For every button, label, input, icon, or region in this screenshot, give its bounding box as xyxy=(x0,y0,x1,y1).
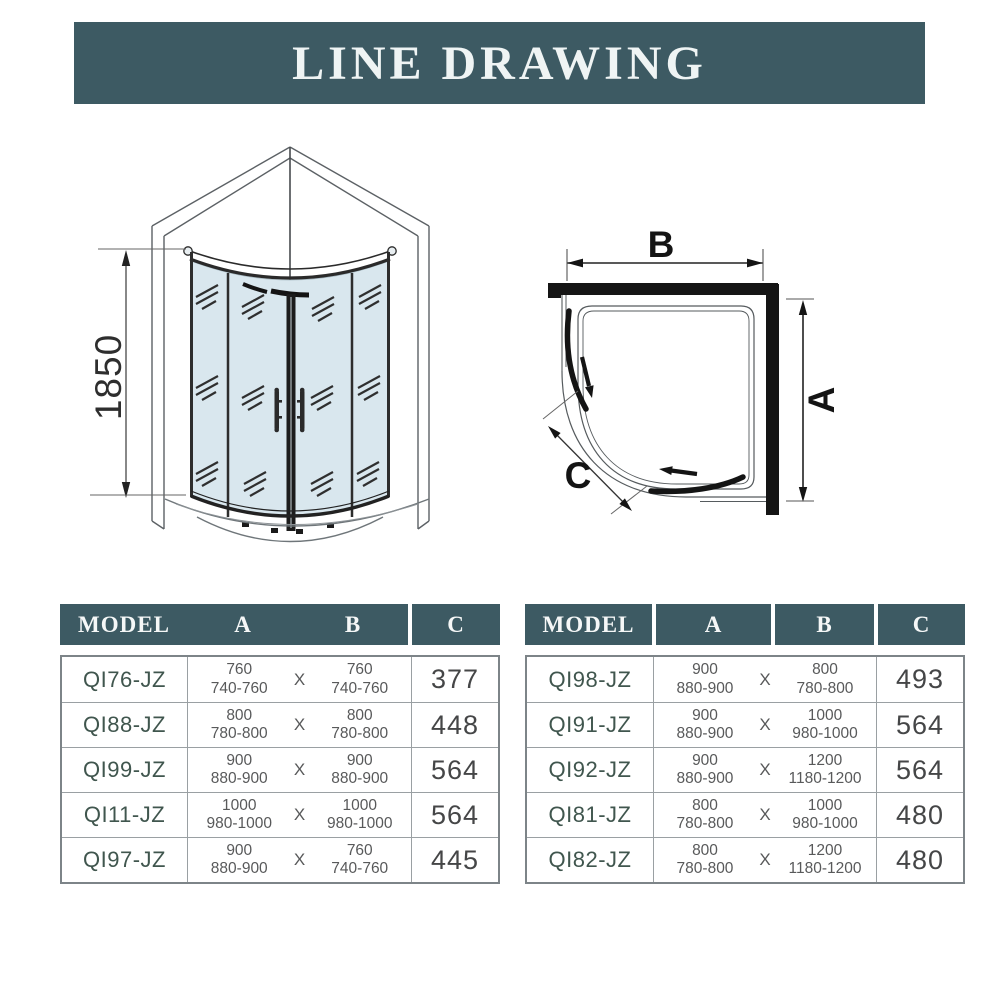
header-a: A xyxy=(188,604,298,645)
dimension-c-cell: 564 xyxy=(895,709,945,740)
depth-dimension xyxy=(786,299,842,502)
table-header-row xyxy=(60,604,500,645)
height-dimension xyxy=(88,249,186,498)
header-c: C xyxy=(412,604,500,645)
table-row xyxy=(527,702,963,747)
dimension-a-value xyxy=(660,661,750,698)
a-nominal: 760 xyxy=(226,661,253,679)
spec-table-left xyxy=(60,604,500,884)
table-row xyxy=(527,837,963,882)
a-nominal: 900 xyxy=(692,661,718,679)
table-row xyxy=(62,792,498,837)
header-model: MODEL xyxy=(60,604,188,645)
b-range: 780-800 xyxy=(796,679,854,697)
table-row xyxy=(62,837,498,882)
dimension-a-value xyxy=(660,797,750,834)
dimension-ab-cell xyxy=(654,657,877,702)
dimension-a-value xyxy=(660,707,750,744)
b-nominal: 1000 xyxy=(342,796,377,814)
dimension-c-cell: 480 xyxy=(895,799,945,830)
a-nominal: 800 xyxy=(226,706,253,724)
b-range: 980-1000 xyxy=(326,815,393,832)
b-nominal: 800 xyxy=(346,706,373,724)
dimension-b-value xyxy=(780,661,870,698)
dimension-b-value xyxy=(315,707,406,744)
table-row xyxy=(62,702,498,747)
top-view-drawing xyxy=(520,200,960,540)
dimension-c-cell: 564 xyxy=(430,799,480,830)
table-row xyxy=(527,792,963,837)
model-cell: QI11-JZ xyxy=(62,793,188,837)
dimension-ab-cell xyxy=(188,657,412,702)
model-cell: QI91-JZ xyxy=(527,703,654,747)
b-range: 880-900 xyxy=(331,770,389,787)
dimension-ab-cell xyxy=(188,838,412,882)
multiply-symbol: X xyxy=(759,805,771,824)
header-c: C xyxy=(878,604,965,645)
table-row xyxy=(527,747,963,792)
model-cell: QI82-JZ xyxy=(527,838,654,882)
dimension-b-value xyxy=(780,752,870,789)
b-range: 780-800 xyxy=(331,725,389,742)
dimension-ab-cell xyxy=(654,748,877,792)
b-nominal: 1000 xyxy=(807,796,843,814)
table-body xyxy=(525,655,965,884)
model-cell: QI76-JZ xyxy=(62,657,188,702)
dimension-ab-cell xyxy=(654,703,877,747)
dimension-b-value xyxy=(315,752,406,789)
dimension-a-value xyxy=(194,842,285,879)
header-b: B xyxy=(298,604,408,645)
a-range: 880-900 xyxy=(210,860,268,877)
a-nominal: 900 xyxy=(226,751,253,769)
dimension-ab-cell xyxy=(654,793,877,837)
a-nominal: 900 xyxy=(692,751,718,769)
dimension-a-value xyxy=(194,752,285,789)
b-range: 980-1000 xyxy=(792,815,858,832)
width-dimension-label: B xyxy=(647,224,675,265)
dimension-ab-cell xyxy=(188,748,412,792)
dimension-a-value xyxy=(660,752,750,789)
dimension-b-value xyxy=(780,797,870,834)
a-range: 880-900 xyxy=(676,725,734,742)
model-cell: QI88-JZ xyxy=(62,703,188,747)
b-range: 1180-1200 xyxy=(788,860,862,877)
dimension-a-value xyxy=(194,707,285,744)
b-range: 1180-1200 xyxy=(788,770,862,787)
a-nominal: 900 xyxy=(226,841,253,859)
a-nominal: 1000 xyxy=(222,796,257,814)
dimension-b-value xyxy=(315,661,406,698)
multiply-symbol: X xyxy=(293,760,306,779)
dimension-c-cell: 480 xyxy=(895,844,945,875)
a-range: 880-900 xyxy=(676,770,734,787)
spec-table-right xyxy=(525,604,965,884)
dimension-c-cell: 445 xyxy=(430,844,480,875)
model-cell: QI92-JZ xyxy=(527,748,654,792)
table-header-row xyxy=(525,604,965,645)
dimension-c-cell: 564 xyxy=(895,754,945,785)
depth-dimension-label: A xyxy=(801,386,842,414)
header-a: A xyxy=(656,604,771,645)
table-body xyxy=(60,655,500,884)
multiply-symbol: X xyxy=(759,850,771,869)
dimension-ab-cell xyxy=(188,703,412,747)
a-range: 880-900 xyxy=(210,770,268,787)
dimension-ab-cell xyxy=(188,793,412,837)
dimension-b-value xyxy=(315,797,406,834)
curve-dimension xyxy=(543,391,647,514)
dimension-a-value xyxy=(194,797,285,834)
title-banner xyxy=(74,22,925,104)
multiply-symbol: X xyxy=(759,715,771,734)
page-title: LINE DRAWING xyxy=(292,36,707,90)
a-range: 740-760 xyxy=(210,679,268,697)
sliding-door-arcs xyxy=(567,311,743,491)
dimension-c-cell: 377 xyxy=(430,664,480,694)
dimension-ab-cell xyxy=(654,838,877,882)
a-nominal: 800 xyxy=(692,841,718,859)
header-b: B xyxy=(775,604,874,645)
multiply-symbol: X xyxy=(293,805,306,824)
b-range: 740-760 xyxy=(331,860,389,877)
b-nominal: 800 xyxy=(812,661,838,679)
multiply-symbol: X xyxy=(293,715,306,734)
dimension-c-cell: 564 xyxy=(430,754,480,785)
b-nominal: 760 xyxy=(346,841,373,859)
model-cell: QI99-JZ xyxy=(62,748,188,792)
a-nominal: 900 xyxy=(692,706,718,724)
b-nominal: 1200 xyxy=(807,751,843,769)
b-nominal: 900 xyxy=(346,751,373,769)
b-nominal: 1200 xyxy=(807,841,843,859)
header-model: MODEL xyxy=(525,604,652,645)
a-range: 980-1000 xyxy=(206,815,272,832)
multiply-symbol: X xyxy=(293,850,306,869)
curve-dimension-label: C xyxy=(564,455,592,496)
dimension-b-value xyxy=(315,842,406,879)
b-range: 980-1000 xyxy=(792,725,858,742)
height-dimension-label: 1850 xyxy=(88,333,129,421)
table-row xyxy=(62,747,498,792)
model-cell: QI81-JZ xyxy=(527,793,654,837)
dimension-a-value xyxy=(660,842,750,879)
dimension-b-value xyxy=(780,842,870,879)
a-range: 780-800 xyxy=(210,725,268,742)
a-nominal: 800 xyxy=(692,796,718,814)
b-range: 740-760 xyxy=(331,679,389,697)
table-row xyxy=(62,657,498,702)
a-range: 880-900 xyxy=(676,679,734,697)
dimension-c-cell: 493 xyxy=(895,664,945,694)
multiply-symbol: X xyxy=(759,760,771,779)
a-range: 780-800 xyxy=(676,860,734,877)
model-cell: QI97-JZ xyxy=(62,838,188,882)
a-range: 780-800 xyxy=(676,815,734,832)
dimension-a-value xyxy=(194,661,285,698)
width-dimension xyxy=(567,224,763,281)
b-nominal: 760 xyxy=(346,661,373,679)
dimension-b-value xyxy=(780,707,870,744)
table-row xyxy=(527,657,963,702)
front-view-drawing xyxy=(55,130,465,595)
multiply-symbol: X xyxy=(293,669,306,689)
model-cell: QI98-JZ xyxy=(527,657,654,702)
b-nominal: 1000 xyxy=(807,706,843,724)
multiply-symbol: X xyxy=(759,669,771,689)
dimension-c-cell: 448 xyxy=(430,709,480,740)
